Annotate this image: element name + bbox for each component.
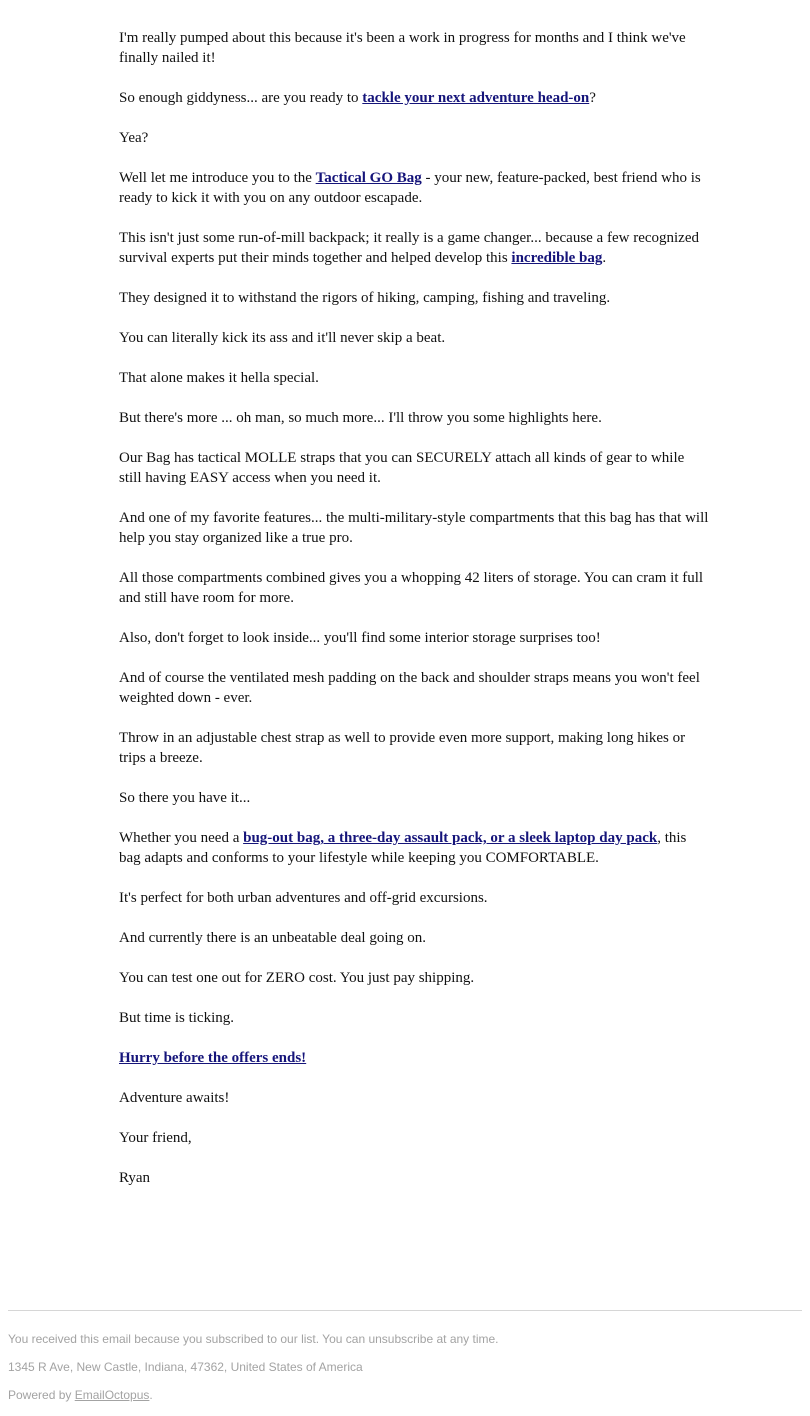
paragraph-adventure-awaits: Adventure awaits! <box>119 1090 230 1106</box>
paragraph-interior: Also, don't forget to look inside... you'll find some interior storage surprises too! <box>119 630 601 646</box>
paragraph-mesh: And of course the ventilated mesh padding on the back and shoulder straps means you won't feel weighted down - ever. <box>119 670 700 706</box>
paragraph-highlights: But there's more ... oh man, so much more... I'll throw you some highlights here. <box>119 410 602 426</box>
email-footer <box>8 1330 802 1414</box>
paragraph-urban: It's perfect for both urban adventures and off-grid excursions. <box>119 890 488 906</box>
paragraph-ticking: But time is ticking. <box>119 1010 234 1026</box>
incredible-bag-link[interactable]: incredible bag <box>511 250 603 266</box>
footer-divider <box>8 1310 802 1311</box>
powered-by <box>8 1386 802 1404</box>
paragraph-cta <box>119 1048 709 1068</box>
paragraph-storage: All those compartments combined gives you a whopping 42 liters of storage. You can cram it full and still have room for more. <box>119 570 704 606</box>
paragraph-chest-strap: Throw in an adjustable chest strap as well to provide even more support, making long hikes or trips a breeze. <box>119 730 686 766</box>
paragraph-intro: I'm really pumped about this because it's been a work in progress for months and I think we've finally nailed it! <box>119 30 686 66</box>
emailoctopus-link[interactable]: EmailOctopus <box>74 1388 150 1402</box>
paragraph-compartments: And one of my favorite features... the multi-military-style compartments that this bag has that will help you stay organized like a true pro. <box>119 510 709 546</box>
tactical-go-bag-link[interactable]: Tactical GO Bag <box>315 170 422 186</box>
paragraph-zero-cost: You can test one out for ZERO cost. You just pay shipping. <box>119 970 475 986</box>
paragraph-deal: And currently there is an unbeatable deal going on. <box>119 930 426 946</box>
hurry-offer-link[interactable]: Hurry before the offers ends! <box>119 1050 307 1066</box>
paragraph-text: Well let me introduce you to the <box>119 170 316 186</box>
paragraph-special: That alone makes it hella special. <box>119 370 319 386</box>
paragraph-text: - your new, feature-packed, best friend who is ready to kick it with you on any outdoor escapade. <box>119 170 701 206</box>
paragraph-designed: They designed it to withstand the rigors of hiking, camping, fishing and traveling. <box>119 290 611 306</box>
paragraph-introduce <box>119 168 709 208</box>
paragraph-text: ? <box>589 90 596 106</box>
paragraph-there-you-have-it: So there you have it... <box>119 790 251 806</box>
email-body <box>119 28 709 1208</box>
paragraph-text: , this bag adapts and conforms to your lifestyle while keeping you COMFORTABLE. <box>119 830 687 866</box>
powered-by-suffix: . <box>149 1388 153 1402</box>
paragraph-text: This isn't just some run-of-mill backpack; it really is a game changer... because a few recognized survival experts put their minds together and helped develop this <box>119 230 699 266</box>
paragraph-text: So enough giddyness... are you ready to <box>119 90 363 106</box>
paragraph-molle: Our Bag has tactical MOLLE straps that you can SECURELY attach all kinds of gear to while still having EASY access when you need it. <box>119 450 685 486</box>
paragraph-text: . <box>602 250 607 266</box>
tackle-adventure-link[interactable]: tackle your next adventure head-on <box>362 90 590 106</box>
company-address: 1345 R Ave, New Castle, Indiana, 47362, United States of America <box>8 1360 363 1374</box>
signoff: Your friend, <box>119 1130 192 1146</box>
bag-types-link[interactable]: bug-out bag, a three-day assault pack, or a sleek laptop day pack <box>243 830 658 846</box>
powered-by-text: Powered by <box>8 1388 75 1402</box>
paragraph-game-changer <box>119 228 709 268</box>
paragraph-adapts <box>119 828 709 868</box>
paragraph-text: Whether you need a <box>119 830 244 846</box>
subscription-notice: You received this email because you subscribed to our list. You can unsubscribe at any time. <box>8 1332 499 1346</box>
paragraph-ready <box>119 88 709 108</box>
paragraph-yea: Yea? <box>119 130 149 146</box>
signature: Ryan <box>119 1170 151 1186</box>
paragraph-kick: You can literally kick its ass and it'll never skip a beat. <box>119 330 446 346</box>
